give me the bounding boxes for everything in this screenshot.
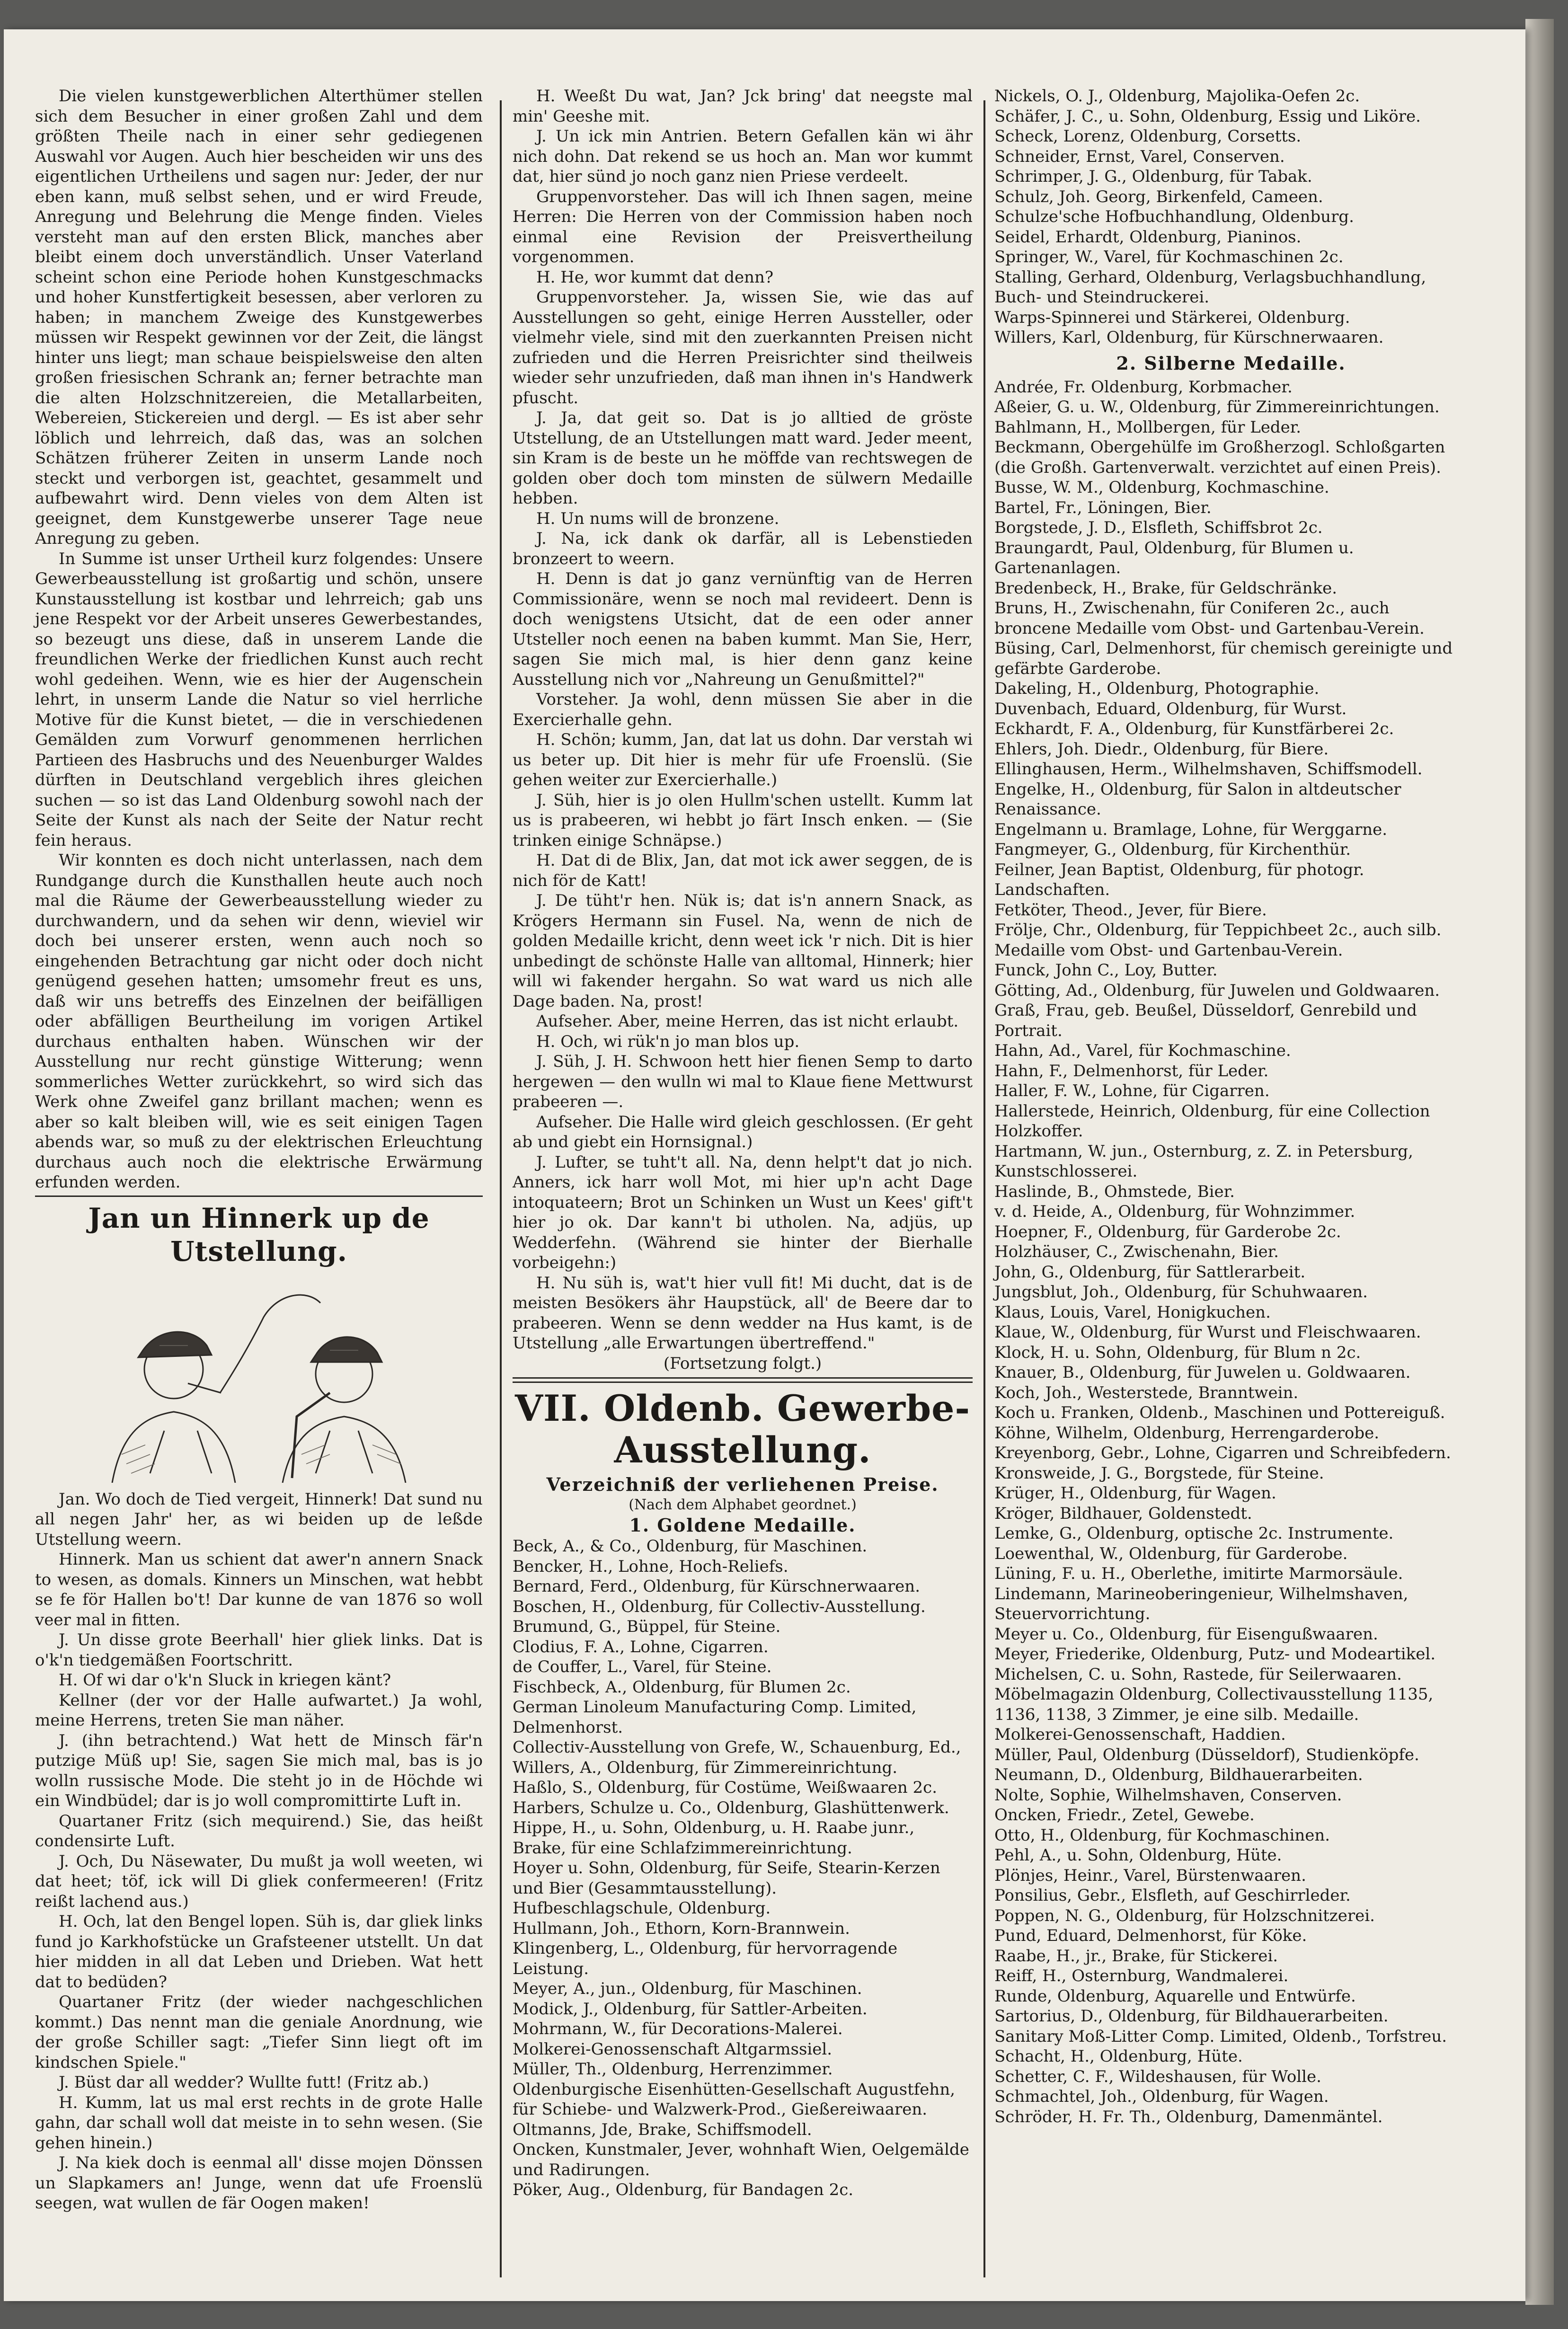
prize-entry: Hahn, Ad., Varel, für Kochmaschine.: [994, 1041, 1291, 1060]
dialogue-line: J. De tüht'r hen. Nük is; dat is'n annern Snack, as Krögers Hermann sin Fusel. Na, wenn de nich de golden Medaille kricht, denn weet ick 'r nich. Dit is hier unbedingt de schönste Halle van alltomal, Hinnerk; hier will wi fakender hergahn. So wat ward us nich alle Dage baden. Na, prost!: [513, 891, 973, 1011]
dialogue-line: J. Na kiek doch is eenmal all' disse mojen Dönssen un Slapkamers an! Junge, wenn dat ufe Froenslü seegen, wat wullen de fär Oogen maken!: [35, 2153, 483, 2213]
prize-entry: Molkerei-Genossenschaft, Haddien.: [994, 1725, 1286, 1744]
prize-entry: de Couffer, L., Varel, für Steine.: [513, 1657, 772, 1676]
section-silver-medal: 2. Silberne Medaille.: [1116, 352, 1346, 374]
prize-entry: Michelsen, C. u. Sohn, Rastede, für Seilerwaaren.: [994, 1665, 1402, 1684]
prize-entry: Busse, W. M., Oldenburg, Kochmaschine.: [994, 478, 1329, 497]
prize-entry: Schmachtel, Joh., Oldenburg, für Wagen.: [994, 2087, 1329, 2106]
prize-entry: Schulz, Joh. Georg, Birkenfeld, Cameen.: [994, 187, 1323, 206]
prize-entry: Boschen, H., Oldenburg, für Collectiv-Ausstellung.: [513, 1597, 926, 1616]
prize-entry: Nickels, O. J., Oldenburg, Majolika-Oefen 2c.: [994, 87, 1360, 106]
prize-entry: Sartorius, D., Oldenburg, für Bildhauerarbeiten.: [994, 2007, 1389, 2026]
prize-entry: Bernard, Ferd., Oldenburg, für Kürschnerwaaren.: [513, 1577, 921, 1596]
prize-entry: Schulze'sche Hofbuchhandlung, Oldenburg.: [994, 207, 1354, 226]
prize-entry: v. d. Heide, A., Oldenburg, für Wohnzimmer.: [994, 1202, 1355, 1221]
double-divider: [513, 1377, 973, 1383]
prize-entry: Büsing, Carl, Delmenhorst, für chemisch gereinigte und gefärbte Garderobe.: [994, 639, 1453, 678]
prize-entry: Oncken, Friedr., Zetel, Gewebe.: [994, 1806, 1255, 1824]
prize-entry: Clodius, F. A., Lohne, Cigarren.: [513, 1637, 769, 1656]
prize-entry: Nolte, Sophie, Wilhelmshaven, Conserven.: [994, 1785, 1342, 1805]
dialogue-line: H. Schön; kumm, Jan, dat lat us dohn. Dar verstah wi us beter up. Dit hier is mehr für ufe Froenslü. (Sie gehen weiter zur Exercierhalle.): [513, 730, 973, 789]
dialogue-line: Quartaner Fritz (der wieder nachgeschlichen kommt.) Das nennt man die geniale Anordnung, wie der große Schiller sagt: „Tiefer Sinn liegt oft im kindschen Spiele.": [35, 1992, 483, 2072]
dialogue-line: J. Och, Du Näsewater, Du mußt ja woll weeten, wi dat heet; töf, ick will Di gliek confermeeren! (Fritz reißt lachend aus.): [35, 1851, 483, 1911]
prize-entry: Seidel, Erhardt, Oldenburg, Pianinos.: [994, 227, 1302, 247]
prize-entry: Beck, A., & Co., Oldenburg, für Maschinen.: [513, 1537, 868, 1556]
prize-entry: Poppen, N. G., Oldenburg, für Holzschnitzerei.: [994, 1906, 1375, 1925]
dialogue-line: Quartaner Fritz (sich mequirend.) Sie, das heißt condensirte Luft.: [35, 1811, 483, 1851]
prize-entry: Springer, W., Varel, für Kochmaschinen 2c.: [994, 248, 1344, 266]
prize-entry: Scheck, Lorenz, Oldenburg, Corsetts.: [994, 127, 1302, 146]
prize-entry: Aßeier, G. u. W., Oldenburg, für Zimmereinrichtungen.: [994, 398, 1440, 416]
article-heading-gewerbe-ausstellung: VII. Oldenb. Gewerbe-Ausstellung.: [515, 1387, 970, 1471]
prize-entry: Mohrmann, W., für Decorations-Malerei.: [513, 2019, 843, 2038]
prize-entry: Engelke, H., Oldenburg, für Salon in altdeutscher Renaissance.: [994, 779, 1401, 819]
subheading-prize-list: Verzeichniß der verliehenen Preise.: [546, 1474, 939, 1495]
dialogue-line: J. (ihn betrachtend.) Wat hett de Minsch fär'n putzige Müß up! Sie, sagen Sie mich mal, bas is jo wolln russische Mode. Die steht jo in de Höchde wi ein Windbüdel; dar is jo woll compromittirte Luft in.: [35, 1731, 483, 1810]
prize-entry: Hallerstede, Heinrich, Oldenburg, für eine Collection Holzkoffer.: [994, 1101, 1430, 1141]
prize-entry: Schneider, Ernst, Varel, Conserven.: [994, 147, 1285, 166]
prize-entry: Harbers, Schulze u. Co., Oldenburg, Glashüttenwerk.: [513, 1798, 949, 1817]
prize-entry: Lüning, F. u. H., Oberlethe, imitirte Marmorsäule.: [994, 1564, 1403, 1583]
prize-entry: Otto, H., Oldenburg, für Kochmaschinen.: [994, 1825, 1330, 1845]
dialogue-line: H. Nu süh is, wat't hier vull fit! Mi ducht, dat is de meisten Besökers ähr Haupstück, all' de Beere dar to prabeeren. Wenn se denn wedder na Hus kamt, is de Utstellung „alle Erwartungen übertreffend.": [513, 1273, 973, 1353]
prize-entry: Sanitary Moß-Litter Comp. Limited, Oldenb., Torfstreu.: [994, 2027, 1447, 2046]
dialogue-line: Kellner (der vor der Halle aufwartet.) Ja wohl, meine Herrens, treten Sie man näher.: [35, 1691, 483, 1730]
prize-entry: Hufbeschlagschule, Oldenburg.: [513, 1899, 771, 1918]
article-paragraph: Die vielen kunstgewerblichen Alterthümer stellen sich dem Besucher in einer großen Zahl und dem größten Theile nach in einer sehr gediegenen Auswahl vor Augen. Auch hier bescheiden wir uns des eigentlichen Urtheilens und sagen nur: Jeder, der nur eben kann, muß selbst sehen, und er wird Freude, Anregung und Belehrung die Menge finden. Vieles versteht man auf den ersten Blick, manches aber bleibt einem doch unverständlich. Unser Vaterland scheint schon eine Periode hohen Kunstgeschmacks und hoher Kunstfertigkeit besessen, aber verloren zu haben; in manchem Zweige des Kunstgewerbes müssen wir Respekt gewinnen vor der Zeit, die längst hinter uns liegt; man schaue beispielsweise den alten großen friesischen Schrank an; ferner betrachte man die alten Holzschnitzereien, die Metallarbeiten, Webereien, Stickereien und dergl. — Es ist aber sehr löblich und lehrreich, daß das, was an solchen Schätzen früherer Zeiten in unserm Lande noch steckt und verborgen ist, geachtet, gesammelt und aufbewahrt wird. Denn vieles von dem Alten ist geeignet, dem Kunstgewerbe unserer Tage neue Anregung zu geben.: [35, 87, 483, 548]
prize-entry: Andrée, Fr. Oldenburg, Korbmacher.: [994, 377, 1293, 397]
prize-entry: Lindemann, Marineoberingenieur, Wilhelmshaven, Steuervorrichtung.: [994, 1584, 1409, 1623]
prize-entry: Willers, Karl, Oldenburg, für Kürschnerwaaren.: [994, 328, 1384, 347]
dialogue-line: H. Weeßt Du wat, Jan? Jck bring' dat neegste mal min' Geeshe mit.: [513, 87, 973, 126]
prize-entry: Holzhäuser, C., Zwischenahn, Bier.: [994, 1242, 1279, 1261]
prize-entry: Schacht, H., Oldenburg, Hüte.: [994, 2047, 1243, 2066]
dialogue-line: (Fortsetzung folgt.): [663, 1354, 822, 1373]
prize-entry: Bredenbeck, H., Brake, für Geldschränke.: [994, 578, 1338, 598]
prize-entry: Runde, Oldenburg, Aquarelle und Entwürfe.: [994, 1986, 1356, 2006]
dialogue-line: H. Och, wi rük'n jo man blos up.: [536, 1032, 800, 1051]
prize-entry: Modick, J., Oldenburg, für Sattler-Arbeiten.: [513, 1999, 868, 2019]
prize-entry: Fischbeck, A., Oldenburg, für Blumen 2c.: [513, 1677, 851, 1697]
prize-entry: Graß, Frau, geb. Beußel, Düsseldorf, Genrebild und Portrait.: [994, 1001, 1417, 1040]
prize-entry: Jungsblut, Joh., Oldenburg, für Schuhwaaren.: [994, 1283, 1368, 1302]
dialogue-line: H. Kumm, lat us mal erst rechts in de grote Halle gahn, dar schall woll dat meiste in to sehn wesen. (Sie gehen hinein.): [35, 2093, 483, 2152]
prize-entry: Ellinghausen, Herm., Wilhelmshaven, Schiffsmodell.: [994, 760, 1423, 779]
prize-entry: Haslinde, B., Ohmstede, Bier.: [994, 1182, 1235, 1201]
prize-entry: Brumund, G., Büppel, für Steine.: [513, 1617, 781, 1636]
section-gold-medal: 1. Goldene Medaille.: [629, 1514, 856, 1536]
prize-entry: Borgstede, J. D., Elsfleth, Schiffsbrot 2c.: [994, 518, 1323, 537]
dialogue-line: Vorsteher. Ja wohl, denn müssen Sie aber in die Exercierhalle gehn.: [513, 690, 973, 729]
divider: [35, 1195, 483, 1197]
prize-entry: Fetköter, Theod., Jever, für Biere.: [994, 900, 1267, 920]
prize-entry: Pund, Eduard, Delmenhorst, für Köke.: [994, 1926, 1307, 1945]
column-1: [35, 86, 483, 2214]
prize-entry: Kronsweide, J. G., Borgstede, für Steine.: [994, 1463, 1324, 1483]
column-3: [994, 86, 1468, 2127]
prize-entry: Haller, F. W., Lohne, für Cigarren.: [994, 1081, 1270, 1100]
prize-entry: Feilner, Jean Baptist, Oldenburg, für photogr. Landschaften.: [994, 860, 1364, 899]
illustration-two-men-smoking: [93, 1275, 425, 1483]
prize-entry: Hartmann, W. jun., Osternburg, z. Z. in Petersburg, Kunstschlosserei.: [994, 1142, 1413, 1181]
prize-entry: Ponsilius, Gebr., Elsfleth, auf Geschirrleder.: [994, 1886, 1351, 1905]
prize-entry: Schröder, H. Fr. Th., Oldenburg, Damenmäntel.: [994, 2107, 1383, 2126]
dialogue-line: J. Süh, J. H. Schwoon hett hier fienen Semp to darto hergewen — den wulln wi mal to Klaue fiene Mettwurst prabeeren —.: [513, 1052, 973, 1111]
prize-entry: Haßlo, S., Oldenburg, für Costüme, Weißwaaren 2c.: [513, 1778, 938, 1797]
prize-entry: Lemke, G., Oldenburg, optische 2c. Instrumente.: [994, 1524, 1394, 1543]
prize-entry: Koch u. Franken, Oldenb., Maschinen und Pottereiguß.: [994, 1403, 1445, 1422]
dialogue-line: J. Süh, hier is jo olen Hullm'schen ustellt. Kumm lat us is prabeeren, wi hebbt jo färt Insch enken. — (Sie trinken einige Schnäpse.): [513, 790, 973, 850]
page-edge: [1525, 19, 1554, 2305]
prize-entry: Warps-Spinnerei und Stärkerei, Oldenburg.: [994, 308, 1350, 327]
dialogue-line: Hinnerk. Man us schient dat awer'n annern Snack to wesen, as domals. Kinners un Minschen, wat hebbt se fe för Hallen bo't! Dar kunne de van 1876 so woll veer mal in fitten.: [35, 1550, 483, 1629]
prize-entry: Molkerei-Genossenschaft Altgarmssiel.: [513, 2039, 833, 2059]
prize-entry: Meyer u. Co., Oldenburg, für Eisengußwaaren.: [994, 1624, 1378, 1644]
prize-entry: Frölje, Chr., Oldenburg, für Teppichbeet 2c., auch silb. Medaille vom Obst- und Gartenbau-Verein.: [994, 921, 1442, 960]
dialogue-line: Aufseher. Die Halle wird gleich geschlossen. (Er geht ab und giebt ein Hornsignal.): [513, 1112, 973, 1151]
prize-entry: Stalling, Gerhard, Oldenburg, Verlagsbuchhandlung, Buch- und Steindruckerei.: [994, 267, 1426, 307]
prize-entry: Götting, Ad., Oldenburg, für Juwelen und Goldwaaren.: [994, 981, 1440, 1000]
prize-entry: Plönjes, Heinr., Varel, Bürstenwaaren.: [994, 1866, 1306, 1885]
prize-entry: Loewenthal, W., Oldenburg, für Garderobe.: [994, 1544, 1348, 1563]
prize-entry: Schäfer, J. C., u. Sohn, Oldenburg, Essig und Liköre.: [994, 106, 1421, 126]
prize-entry: Schrimper, J. G., Oldenburg, für Tabak.: [994, 167, 1312, 186]
prize-entry: Oltmanns, Jde, Brake, Schiffsmodell.: [513, 2120, 812, 2139]
prize-entry: Oncken, Kunstmaler, Jever, wohnhaft Wien, Oelgemälde und Radirungen.: [513, 2140, 969, 2179]
prize-entry: Krüger, H., Oldenburg, für Wagen.: [994, 1484, 1276, 1503]
dialogue-line: Jan. Wo doch de Tied vergeit, Hinnerk! Dat sund nu all negen Jahr' her, as wi beiden up de leßde Utstellung weern.: [35, 1489, 483, 1549]
prize-entry: Collectiv-Ausstellung von Grefe, W., Schauenburg, Ed., Willers, A., Oldenburg, für Zimmereinrichtung.: [513, 1738, 961, 1777]
prize-entry: Hoyer u. Sohn, Oldenburg, für Seife, Stearin-Kerzen und Bier (Gesammtausstellung).: [513, 1859, 940, 1898]
prize-entry: Eckhardt, F. A., Oldenburg, für Kunstfärberei 2c.: [994, 719, 1394, 738]
engraving-image: [93, 1275, 425, 1483]
prize-entry: Fangmeyer, G., Oldenburg, für Kirchenthür.: [994, 840, 1351, 859]
prize-entry: Hahn, F., Delmenhorst, für Leder.: [994, 1061, 1269, 1080]
prize-entry: Braungardt, Paul, Oldenburg, für Blumen u. Gartenanlagen.: [994, 538, 1354, 577]
dialogue-line: H. Of wi dar o'k'n Sluck in kriegen känt?: [59, 1671, 391, 1690]
alphabet-note: (Nach dem Alphabet geordnet.): [629, 1497, 857, 1513]
dialogue-line: H. Och, lat den Bengel lopen. Süh is, dar gliek links fund jo Karkhofstücke un Grafsteener utstellt. Un dat hier midden in all dat Leben und Drieben. Wat hett dat to bedüden?: [35, 1912, 483, 1992]
dialogue-line: J. Un ick min Antrien. Betern Gefallen kän wi ähr nich dohn. Dat rekend se us hoch an. Man wor kummt dat, hier sünd jo noch ganz nien Priese verdeelt.: [513, 127, 973, 186]
dialogue-line: J. Un disse grote Beerhall' hier gliek links. Dat is o'k'n tiedgemäßen Foortschritt.: [35, 1630, 483, 1670]
prize-entry: Neumann, D., Oldenburg, Bildhauerarbeiten.: [994, 1765, 1363, 1784]
prize-entry: Ehlers, Joh. Diedr., Oldenburg, für Biere.: [994, 739, 1329, 759]
prize-entry: Hippe, H., u. Sohn, Oldenburg, u. H. Raabe junr., Brake, für eine Schlafzimmereinrichtung.: [513, 1818, 915, 1858]
prize-entry: Müller, Th., Oldenburg, Herrenzimmer.: [513, 2060, 833, 2079]
prize-entry: Duvenbach, Eduard, Oldenburg, für Wurst.: [994, 699, 1347, 718]
prize-entry: Koch, Joh., Westerstede, Branntwein.: [994, 1383, 1299, 1402]
prize-entry: Schetter, C. F., Wildeshausen, für Wolle.: [994, 2067, 1321, 2086]
dialogue-line: H. He, wor kummt dat denn?: [536, 267, 774, 287]
newspaper-page: [4, 29, 1525, 2301]
prize-entry: German Linoleum Manufacturing Comp. Limited, Delmenhorst.: [513, 1698, 917, 1737]
prize-entry: Hullmann, Joh., Ethorn, Korn-Brannwein.: [513, 1919, 850, 1938]
prize-entry: Raabe, H., jr., Brake, für Stickerei.: [994, 1946, 1278, 1966]
prize-entry: Beckmann, Obergehülfe im Großherzogl. Schloßgarten (die Großh. Gartenverwalt. verzichtet auf einen Preis).: [994, 438, 1445, 477]
dialogue-line: J. Ja, dat geit so. Dat is jo alltied de gröste Utstellung, de an Utstellungen matt ward. Jeder meent, sin Kram is de beste un he möffde van rechtswegen de golden ober doch tom minsten de sülwern Medaille hebben.: [513, 408, 973, 508]
column-2: [513, 86, 973, 2200]
prize-entry: Möbelmagazin Oldenburg, Collectivausstellung 1135, 1136, 1138, 3 Zimmer, je eine silb. Medaille.: [994, 1685, 1434, 1724]
prize-entry: Köhne, Wilhelm, Oldenburg, Herrengarderobe.: [994, 1423, 1380, 1443]
prize-entry: Klock, H. u. Sohn, Oldenburg, für Blum n 2c.: [994, 1343, 1361, 1362]
prize-entry: Hoepner, F., Oldenburg, für Garderobe 2c.: [994, 1222, 1341, 1241]
prize-entry: John, G., Oldenburg, für Sattlerarbeit.: [994, 1262, 1306, 1282]
prize-entry: Engelmann u. Bramlage, Lohne, für Werggarne.: [994, 820, 1388, 839]
prize-entry: Pehl, A., u. Sohn, Oldenburg, Hüte.: [994, 1846, 1282, 1865]
prize-entry: Klaue, W., Oldenburg, für Wurst und Fleischwaaren.: [994, 1323, 1421, 1342]
dialogue-line: J. Büst dar all wedder? Wullte futt! (Fritz ab.): [59, 2073, 429, 2092]
prize-entry: Funck, John C., Loy, Butter.: [994, 961, 1218, 980]
dialogue-line: H. Un nums will de bronzene.: [536, 509, 780, 528]
article-paragraph: Wir konnten es doch nicht unterlassen, nach dem Rundgange durch die Kunsthallen heute auch noch mal die Räume der Gewerbeausstellung wieder zu durchwandern, und da sehen wir denn, wieviel wir doch bei unserer ersten, wenn auch noch so eingehenden Betrachtung gar nicht oder doch nicht genügend gesehen hatten; umsomehr freut es uns, daß wir uns betreffs des Einzelnen der beifälligen oder abfälligen Beurtheilung im vorigen Artikel durchaus enthalten haben. Wünschen wir der Ausstellung nur recht günstige Witterung; wenn sommerliches Wetter zurückkehrt, so wird sich das Werk ohne Zweifel ganz brillant machen; wenn es aber so kalt bleiben will, wie es seit einigen Tagen abends war, so muß zu der elektrischen Erleuchtung durchaus auch noch die elektrische Erwärmung erfunden werden.: [35, 851, 483, 1192]
prize-entry: Reiff, H., Osternburg, Wandmalerei.: [994, 1966, 1289, 1985]
article-paragraph: In Summe ist unser Urtheil kurz folgendes: Unsere Gewerbeausstellung ist großartig und schön, unsere Kunstausstellung ist kostbar und lehrreich; gab uns jene Respekt vor der Arbeit unseres Gewerbestandes, so bezeugt uns diese, daß in unserem Lande die freundlichen Werke der friedlichen Kunst auch recht wohl gedeihen. Wenn, wie es hier der Augenschein lehrt, in unserm Lande die Natur so viel herrliche Motive für die Kunst bietet, — die in verschiedenen Gemälden zum Vorwurf genommenen herrlichen Partieen des Hasbruchs und des Neuenburger Waldes dürften in Deutschland vergeblich ihres gleichen suchen — so ist das Land Oldenburg sowohl nach der Seite der Kunst als nach der Seite der Natur recht fein heraus.: [35, 549, 483, 850]
dialogue-line: Aufseher. Aber, meine Herren, das ist nicht erlaubt.: [536, 1012, 959, 1031]
prize-entry: Kreyenborg, Gebr., Lohne, Cigarren und Schreibfedern.: [994, 1443, 1451, 1462]
prize-entry: Meyer, A., jun., Oldenburg, für Maschinen.: [513, 1979, 862, 1998]
prize-entry: Bahlmann, H., Mollbergen, für Leder.: [994, 417, 1302, 437]
article-heading-jan-hinnerk: Jan un Hinnerk up de Utstellung.: [88, 1202, 430, 1267]
prize-entry: Bruns, H., Zwischenahn, für Coniferen 2c., auch broncene Medaille vom Obst- und Gartenbau-Verein.: [994, 599, 1425, 638]
dialogue-line: Gruppenvorsteher. Das will ich Ihnen sagen, meine Herren: Die Herren von der Commission haben noch einmal eine Revision der Preisvertheilung vorgenommen.: [513, 187, 973, 266]
prize-entry: Müller, Paul, Oldenburg (Düsseldorf), Studienköpfe.: [994, 1745, 1419, 1764]
prize-entry: Klaus, Louis, Varel, Honigkuchen.: [994, 1302, 1271, 1322]
prize-entry: Kröger, Bildhauer, Goldenstedt.: [994, 1504, 1252, 1523]
prize-entry: Pöker, Aug., Oldenburg, für Bandagen 2c.: [513, 2180, 854, 2199]
dialogue-line: J. Lufter, se tuht't all. Na, denn helpt't dat jo nich. Anners, ick harr woll Mot, mi hier up'n acht Dage intoquateern; Brot un Schinken un Wust un Kees' gift't hier jo ok. Dar kann't bi utholen. Na, adjüs, up Wedderfehn. (Während sie hinter der Bierhalle vorbeigehn:): [513, 1152, 973, 1272]
prize-entry: Meyer, Friederike, Oldenburg, Putz- und Modeartikel.: [994, 1645, 1436, 1664]
prize-entry: Klingenberg, L., Oldenburg, für hervorragende Leistung.: [513, 1939, 898, 1978]
prize-entry: Bencker, H., Lohne, Hoch-Reliefs.: [513, 1557, 788, 1576]
dialogue-line: Gruppenvorsteher. Ja, wissen Sie, wie das auf Ausstellungen so geht, einige Herren Aussteller, oder vielmehr viele, sind mit den zuerkannten Preisen nicht zufrieden und die Herren Preisrichter sind theilweis wieder sehr unzufrieden, daß man ihnen in's Handwerk pfuscht.: [513, 288, 973, 407]
dialogue-line: J. Na, ick dank ok darfär, all is Lebenstieden bronzeert to weern.: [513, 529, 973, 568]
dialogue-line: H. Denn is dat jo ganz vernünftig van de Herren Commissionäre, wenn se noch mal revideert. Denn is doch wenigstens Utsicht, dat de een oder anner Utsteller noch eenen na baben kummt. Man Sie, Herr, sagen Sie mich mal, is hier denn ganz keine Ausstellung nich vor „Nahreung un Genußmittel?": [513, 569, 973, 689]
dialogue-line: H. Dat di de Blix, Jan, dat mot ick awer seggen, de is nich för de Katt!: [513, 851, 973, 890]
prize-entry: Dakeling, H., Oldenburg, Photographie.: [994, 679, 1320, 698]
prize-entry: Oldenburgische Eisenhütten-Gesellschaft Augustfehn, für Schiebe- und Walzwerk-Prod., Gießereiwaaren.: [513, 2080, 956, 2119]
prize-entry: Bartel, Fr., Löningen, Bier.: [994, 498, 1212, 517]
prize-entry: Knauer, B., Oldenburg, für Juwelen u. Goldwaaren.: [994, 1363, 1411, 1382]
